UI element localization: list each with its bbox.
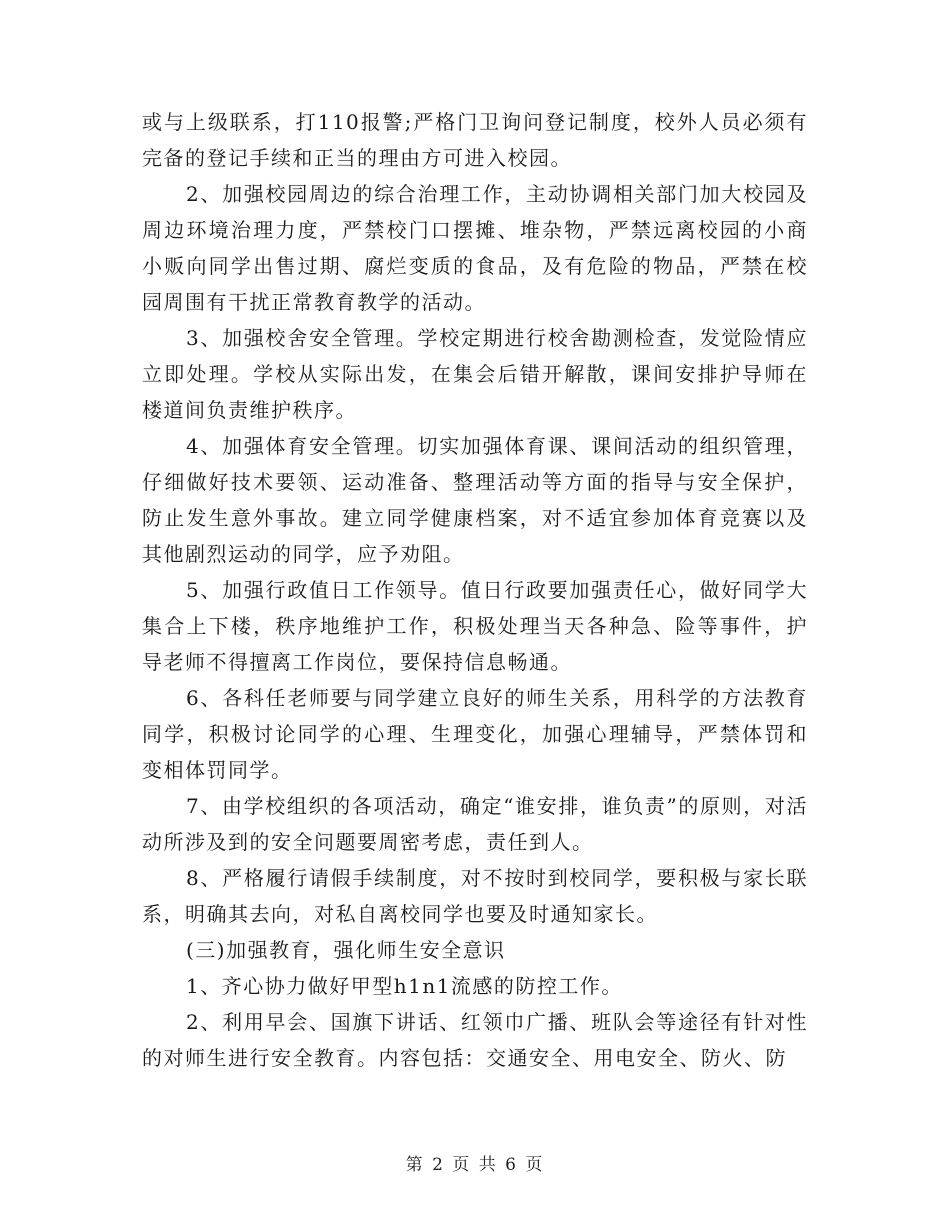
paragraph: 8、严格履行请假手续制度，对不按时到校同学，要积极与家长联系，明确其去向，对私自离校同学也要及时通知家长。 [142,866,808,926]
paragraph: 4、加强体育安全管理。切实加强体育课、课间活动的组织管理，仔细做好技术要领、运动准备、整理活动等方面的指导与安全保护，防止发生意外事故。建立同学健康档案，对不适宜参加体育竞赛以及其他剧烈运动的同学，应予劝阻。 [142,434,808,566]
paragraph: 2、加强校园周边的综合治理工作，主动协调相关部门加大校园及周边环境治理力度，严禁校门口摆摊、堆杂物，严禁远离校园的小商小贩向同学出售过期、腐烂变质的食品，及有危险的物品，严禁在校园周围有干扰正常教育教学的活动。 [142,182,808,314]
paragraph: 2、利用早会、国旗下讲话、红领巾广播、班队会等途径有针对性的对师生进行安全教育。内容包括：交通安全、用电安全、防火、防 [142,1010,808,1070]
paragraph: 或与上级联系，打110报警;严格门卫询问登记制度，校外人员必须有完备的登记手续和正当的理由方可进入校园。 [142,110,808,170]
section-heading: (三)加强教育，强化师生安全意识 [186,938,506,962]
paragraph: 3、加强校舍安全管理。学校定期进行校舍勘测检查，发觉险情应立即处理。学校从实际出发，在集会后错开解散，课间安排护导师在楼道间负责维护秩序。 [142,326,808,422]
page-number-footer: 第 2 页 共 6 页 [405,1155,545,1175]
paragraph: 5、加强行政值日工作领导。值日行政要加强责任心，做好同学大集合上下楼，秩序地维护工作，积极处理当天各种急、险等事件，护导老师不得擅离工作岗位，要保持信息畅通。 [142,578,808,674]
paragraph: 6、各科任老师要与同学建立良好的师生关系，用科学的方法教育同学，积极讨论同学的心理、生理变化，加强心理辅导，严禁体罚和变相体罚同学。 [142,686,808,782]
paragraph: 7、由学校组织的各项活动，确定“谁安排，谁负责”的原则，对活动所涉及到的安全问题要周密考虑，责任到人。 [142,794,808,854]
document-body [142,104,808,1076]
paragraph: 1、齐心协力做好甲型h1n1流感的防控工作。 [186,974,623,998]
